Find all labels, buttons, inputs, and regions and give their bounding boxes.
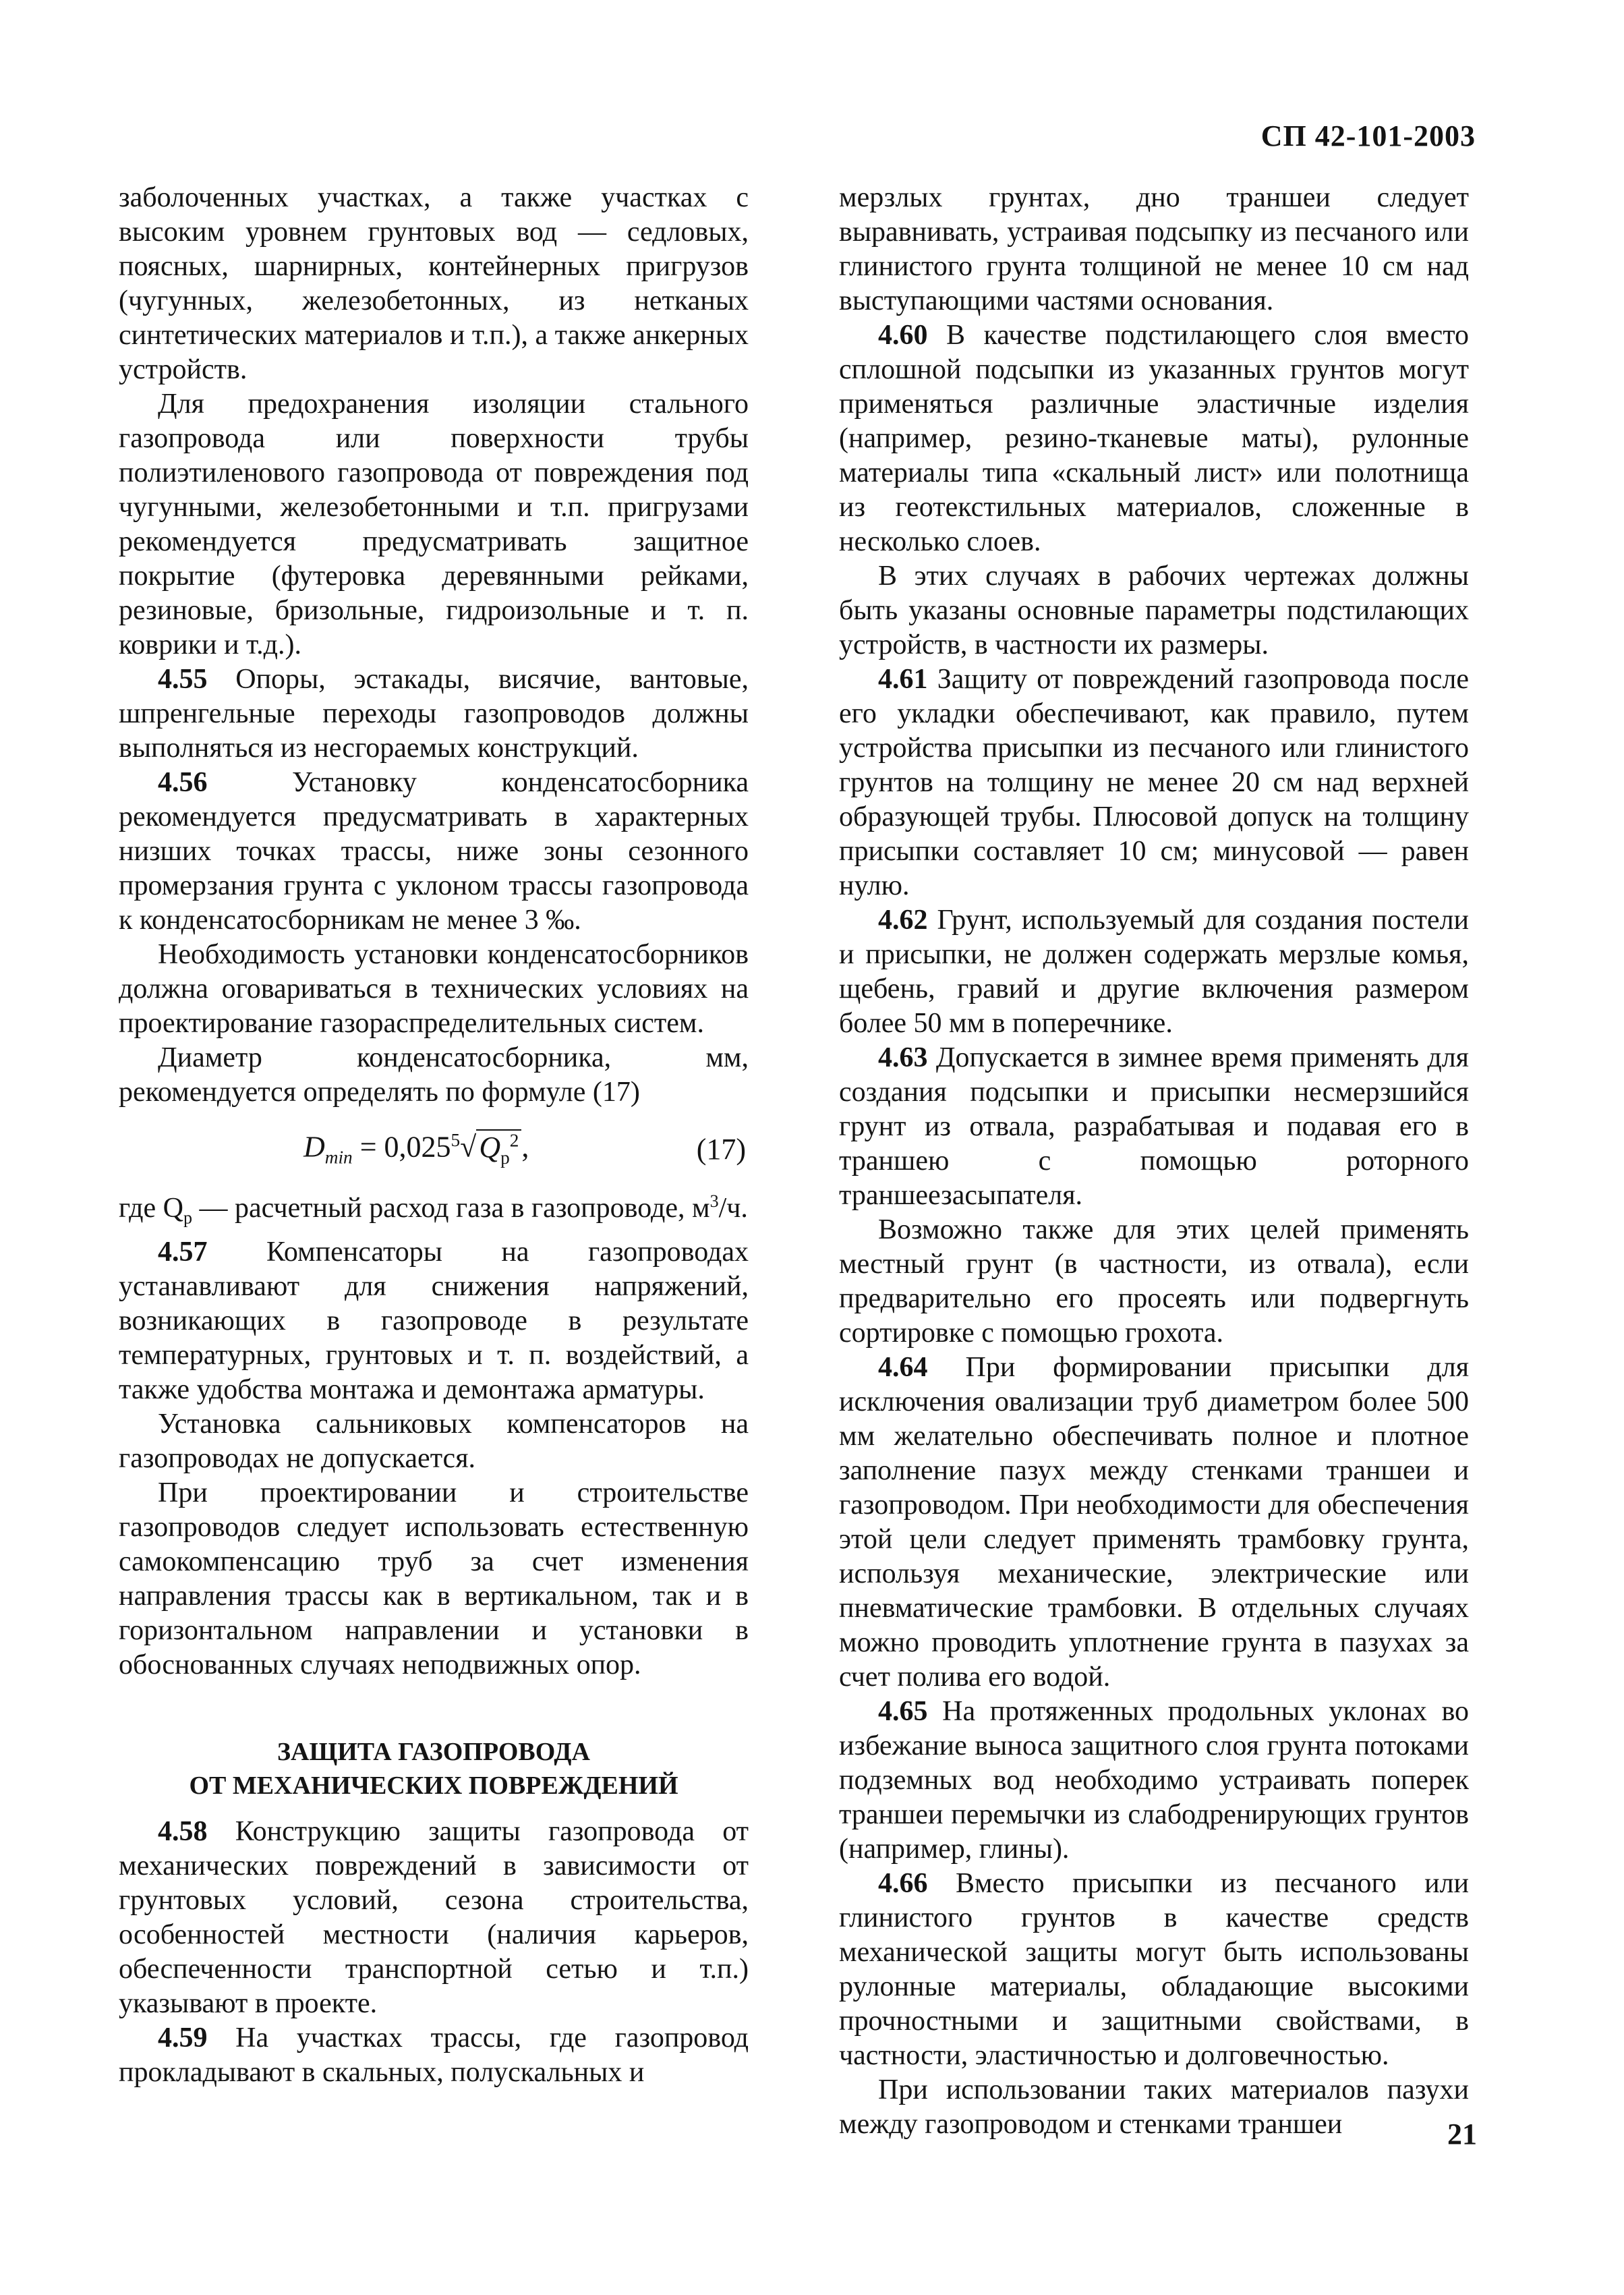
section-title	[119, 1735, 749, 1803]
permille-unit: ‰.	[546, 905, 581, 936]
clause-4-64	[839, 1351, 1469, 1695]
document-code-header: СП 42-101-2003	[1260, 119, 1476, 152]
where-sub: р	[183, 1208, 192, 1228]
clause-4-56	[119, 766, 749, 938]
formula-tail: ,	[521, 1130, 529, 1164]
radicand	[476, 1129, 521, 1168]
clause-text: Вместо присыпки из песчаного или глинистого грунтов в качестве средств механической защиты могут быть использованы рулонные материалы, обладающие высокими прочностными и защитными свойствами, в частности, эластичностью и долговечностью.	[839, 1868, 1470, 2071]
formula-17	[119, 1123, 749, 1174]
paragraph-rolled-materials: При использовании таких материалов пазухи между газопроводом и стенками траншеи	[839, 2074, 1469, 2140]
where-text: где Q	[119, 1193, 183, 1224]
clause-text: Допускается в зимнее время применять для создания подсыпки и присыпки несмерзшийся грунт из отвала, разрабатывая и подавая его в траншею с помощью роторного траншеезасыпателя.	[839, 1042, 1469, 1211]
radicand-sup: 2	[509, 1130, 519, 1150]
clause-number: 4.59	[158, 2022, 208, 2053]
page-number: 21	[1447, 2118, 1477, 2151]
clause-4-63	[839, 1041, 1469, 1213]
clause-number: 4.62	[878, 905, 928, 936]
formula-rhs: = 0,025	[359, 1130, 451, 1164]
clause-4-60	[839, 318, 1469, 559]
clause-4-65	[839, 1695, 1469, 1867]
paragraph-drawings-parameters: В этих случаях в рабочих чертежах должны быть указаны основные параметры подстилающих устройств, в частности их размеры.	[839, 561, 1469, 660]
clause-text: Установку конденсатосборника рекомендуется предусматривать в характерных низших точках трассы, ниже зоны сезонного промерзания грунта с уклоном трассы газопровода к конденсатосборникам не менее 3	[119, 767, 749, 936]
paragraph-diameter-intro: Диаметр конденсатосборника, мм, рекомендуется определять по формуле (17)	[119, 1042, 749, 1108]
clause-4-61	[839, 662, 1469, 903]
clause-number: 4.66	[878, 1868, 928, 1899]
section-title-line-2: ОТ МЕХАНИЧЕСКИХ ПОВРЕЖДЕНИЙ	[189, 1771, 678, 1800]
radicand-q: Q	[479, 1130, 501, 1164]
clause-text: На протяженных продольных уклонах во избежание выноса защитного слоя грунта потоками подземных вод необходимо устраивать поперек траншеи перемычки из слабодренирующих грунтов (например, глины).	[839, 1696, 1469, 1865]
radicand-sub: р	[500, 1147, 510, 1168]
paragraph-condensate-necessity: Необходимость установки конденсатосборников должна оговариваться в технических условиях на проектирование газораспределительных систем.	[119, 939, 749, 1039]
clause-text: На участках трассы, где газопровод прокладывают в скальных, полускальных и	[119, 2022, 749, 2088]
clause-text: Грунт, используемый для создания постели и присыпки, не должен содержать мерзлые комья, щебень, гравий и другие включения размером более 50 мм в поперечнике.	[839, 905, 1470, 1039]
clause-number: 4.56	[158, 767, 208, 798]
section-title-line-1: ЗАЩИТА ГАЗОПРОВОДА	[277, 1737, 591, 1766]
where-unit-sup: 3	[709, 1191, 719, 1212]
clause-4-62	[839, 903, 1469, 1041]
radical-sign-icon: √	[460, 1130, 477, 1164]
paragraph-self-compensation: При проектировании и строительстве газопроводов следует использовать естественную самокомпенсацию труб за счет изменения направления трассы как в вертикальном, так и в горизонтальном направлении и установки в обоснованных случаях неподвижных опор.	[119, 1477, 749, 1680]
paragraph-local-soil: Возможно также для этих целей применять местный грунт (в частности, из отвала), если предварительно его просеять или подвергнуть сортировке с помощью грохота.	[839, 1214, 1469, 1349]
clause-number: 4.55	[158, 664, 208, 695]
clause-4-58	[119, 1815, 749, 2021]
clause-text: Опоры, эстакады, висячие, вантовые, шпренгельные переходы газопроводов должны выполняться из несгораемых конструкций.	[119, 664, 749, 764]
where-unit-end: /ч.	[718, 1193, 748, 1224]
clause-4-66	[839, 1867, 1469, 2073]
clause-text: Защиту от повреждений газопровода после его укладки обеспечивают, как правило, путем устройства присыпки из песчаного или глинистого грунтов на толщину не менее 20 см над верхней образующей трубы. Плюсовой допуск на толщину присыпки составляет 10 см; минусовой — равен нулю.	[839, 664, 1470, 901]
clause-text: Компенсаторы на газопроводах устанавливают для снижения напряжений, возникающих в газопроводе в результате температурных, грунтовых и т. п. воздействий, а также удобства монтажа и демонтажа арматуры.	[119, 1236, 749, 1405]
formula-number: (17)	[696, 1132, 746, 1166]
paragraph-continuation: заболоченных участках, а также участках с высоким уровнем грунтовых вод — седловых, поясных, шарнирных, контейнерных пригрузов (чугунных, железобетонных, из нетканых синтетических материалов и т.п.), а также анкерных устройств.	[119, 182, 749, 385]
clause-number: 4.57	[158, 1236, 208, 1268]
left-column	[119, 181, 749, 2090]
formula-lhs-sub: min	[324, 1147, 353, 1168]
clause-number: 4.64	[878, 1352, 928, 1383]
clause-4-55	[119, 662, 749, 766]
clause-4-57	[119, 1235, 749, 1407]
formula-expression	[303, 1123, 529, 1174]
root-index: 5	[451, 1130, 461, 1150]
clause-4-59	[119, 2021, 749, 2090]
right-column	[839, 181, 1469, 2142]
paragraph-continuation: мерзлых грунтах, дно траншеи следует выравнивать, устраивая подсыпку из песчаного или глинистого грунта толщиной не менее 10 см над выступающими частями основания.	[839, 182, 1469, 316]
clause-text: В качестве подстилающего слоя вместо сплошной подсыпки из указанных грунтов могут применяться различные эластичные изделия (например, резино-тканевые маты), рулонные материалы типа «скальный лист» или полотнища из геотекстильных материалов, сложенные в несколько слоев.	[839, 320, 1470, 557]
clause-number: 4.58	[158, 1815, 208, 1847]
formula-where	[119, 1184, 749, 1235]
clause-number: 4.65	[878, 1696, 928, 1727]
where-rest: — расчетный расход газа в газопроводе, м	[199, 1193, 710, 1224]
clause-number: 4.63	[878, 1042, 928, 1073]
paragraph-gland-compensators: Установка сальниковых компенсаторов на газопроводах не допускается.	[119, 1408, 749, 1474]
clause-text: При формировании присыпки для исключения овализации труб диаметром более 500 мм желательно обеспечивать полное и плотное заполнение пазух между стенками траншеи и газопроводом. При необходимости для обеспечения этой цели следует применять трамбовку грунта, используя механические, электрические или пневматические трамбовки. В отдельных случаях можно проводить уплотнение грунта в пазухах за счет полива его водой.	[839, 1352, 1470, 1693]
clause-text: Конструкцию защиты газопровода от механических повреждений в зависимости от грунтовых условий, сезона строительства, особенностей местности (наличия карьеров, обеспеченности транспортной сетью и т.п.) указывают в проекте.	[119, 1815, 749, 2019]
clause-number: 4.61	[878, 664, 928, 695]
clause-number: 4.60	[878, 320, 928, 351]
formula-lhs: D	[303, 1130, 325, 1164]
paragraph-protective-coating: Для предохранения изоляции стального газопровода или поверхности трубы полиэтиленового газопровода от повреждения под чугунными, железобетонными и т.п. пригрузами рекомендуется предусматривать защитное покрытие (футеровка деревянными рейками, резиновые, бризольные, гидроизольные и т. п. коврики и т.д.).	[119, 389, 749, 660]
